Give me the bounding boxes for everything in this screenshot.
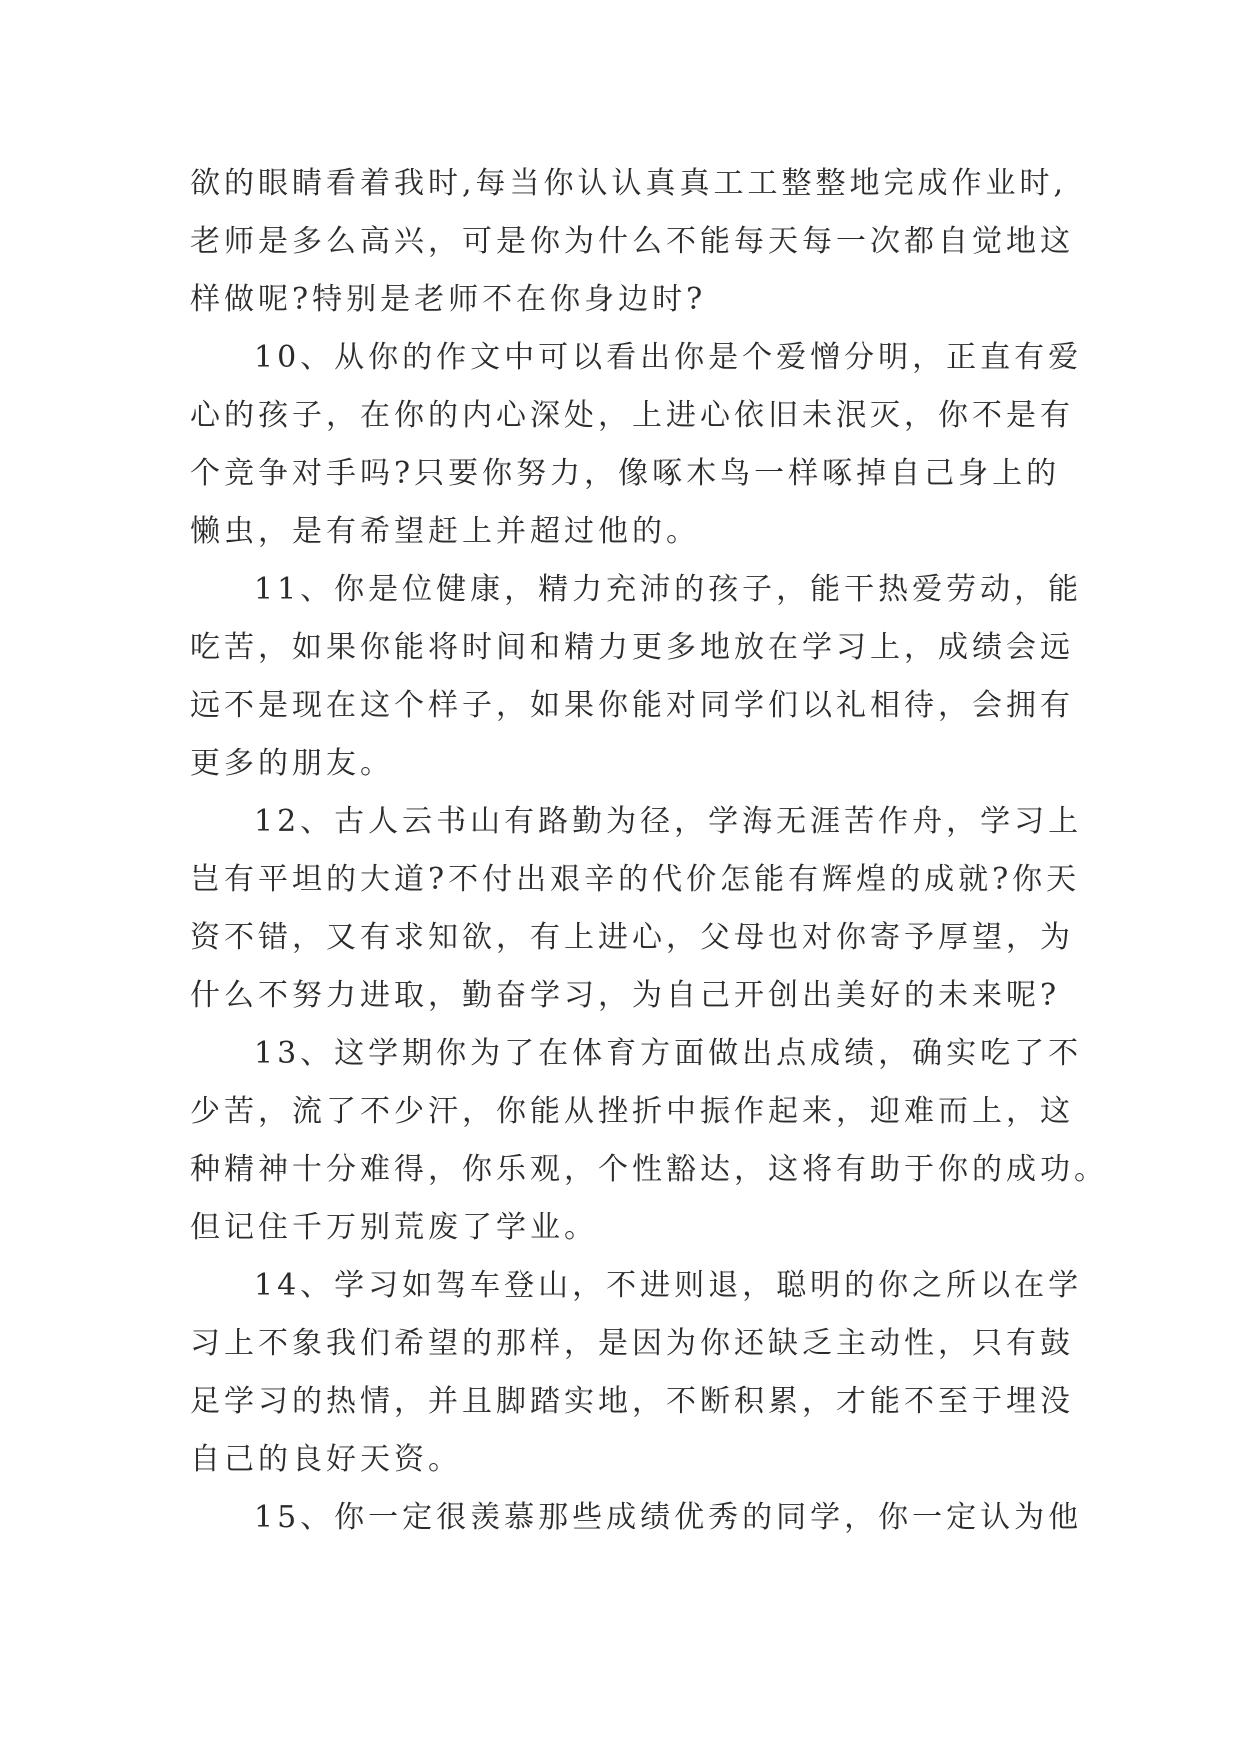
text-line: 但记住千万别荒废了学业。 <box>190 1210 598 1245</box>
paragraph-first-line: 11、你是位健康，精力充沛的孩子，能干热爱劳动，能 <box>254 572 1083 607</box>
paragraph-first-line: 10、从你的作文中可以看出你是个爱憎分明，正直有爱 <box>254 340 1083 375</box>
text-line: 个竞争对手吗?只要你努力，像啄木鸟一样啄掉自己身上的 <box>190 456 1061 491</box>
paragraph-first-line: 12、古人云书山有路勤为径，学海无涯苦作舟，学习上 <box>254 804 1083 839</box>
paragraph-first-line: 14、学习如驾车登山，不进则退，聪明的你之所以在学 <box>254 1268 1083 1303</box>
text-line: 老师是多么高兴，可是你为什么不能每天每一次都自觉地这 <box>190 224 1074 259</box>
paragraph-first-line: 15、你一定很羡慕那些成绩优秀的同学，你一定认为他 <box>254 1500 1083 1535</box>
text-line: 懒虫，是有希望赶上并超过他的。 <box>190 514 700 549</box>
text-line: 少苦，流了不少汗，你能从挫折中振作起来，迎难而上，这 <box>190 1094 1074 1129</box>
text-line: 更多的朋友。 <box>190 746 394 781</box>
text-line: 资不错，又有求知欲，有上进心，父母也对你寄予厚望，为 <box>190 920 1074 955</box>
text-line: 岂有平坦的大道?不付出艰辛的代价怎能有辉煌的成就?你天 <box>190 862 1081 897</box>
text-line: 自己的良好天资。 <box>190 1442 462 1477</box>
text-line: 样做呢?特别是老师不在你身边时? <box>190 282 707 317</box>
paragraph-first-line: 13、这学期你为了在体育方面做出点成绩，确实吃了不 <box>254 1036 1083 1071</box>
text-line: 什么不努力进取，勤奋学习，为自己开创出美好的未来呢? <box>190 978 1061 1013</box>
text-line: 吃苦，如果你能将时间和精力更多地放在学习上，成绩会远 <box>190 630 1074 665</box>
text-line: 种精神十分难得，你乐观，个性豁达，这将有助于你的成功。 <box>190 1152 1108 1187</box>
text-line: 欲的眼睛看着我时,每当你认认真真工工整整地完成作业时, <box>190 166 1068 201</box>
text-line: 远不是现在这个样子，如果你能对同学们以礼相待，会拥有 <box>190 688 1074 723</box>
text-line: 习上不象我们希望的那样，是因为你还缺乏主动性，只有鼓 <box>190 1326 1074 1361</box>
text-line: 足学习的热情，并且脚踏实地，不断积累，才能不至于埋没 <box>190 1384 1074 1419</box>
document-body <box>190 155 1108 1547</box>
text-line: 心的孩子，在你的内心深处，上进心依旧未泯灭，你不是有 <box>190 398 1074 433</box>
